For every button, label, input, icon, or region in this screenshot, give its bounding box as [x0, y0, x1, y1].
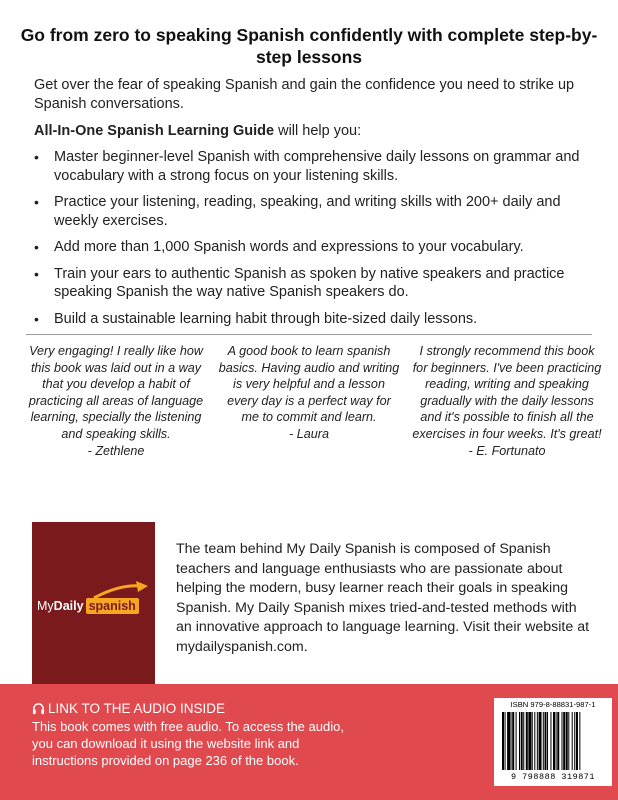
barcode-bar — [543, 712, 544, 770]
review-author: - Zethlene — [87, 443, 145, 458]
logo-word-my: My — [37, 599, 54, 613]
barcode-bar — [516, 712, 517, 770]
benefit-list — [34, 148, 594, 336]
logo-word-daily: Daily — [53, 599, 84, 613]
barcode-bar — [556, 712, 557, 770]
headline: Go from zero to speaking Spanish confidently with complete step-by-step lessons — [20, 25, 598, 67]
brand-logo — [32, 522, 155, 685]
barcode-bar — [547, 712, 548, 770]
review-author: - E. Fortunato — [468, 443, 546, 458]
audio-footer — [0, 684, 618, 800]
benefit-item: • Master beginner-level Spanish with comprehensive daily lessons on grammar and vocabulary with a strong focus on your listening skills. — [34, 148, 594, 185]
review-2 — [218, 343, 400, 443]
barcode-bar — [505, 712, 506, 770]
barcode-bar — [566, 712, 568, 770]
review-author: - Laura — [289, 426, 329, 441]
intro-paragraph: Get over the fear of speaking Spanish and gain the confidence you need to strike up Spanish conversations. — [34, 77, 575, 112]
barcode-bar — [502, 712, 504, 770]
barcode-bar — [519, 712, 520, 770]
audio-description: This book comes with free audio. To access the audio, you can download it using the website link and instructions provided on page 236 of the book. — [32, 719, 344, 768]
barcode-bar — [526, 712, 528, 770]
review-1 — [24, 343, 208, 459]
barcode-bars — [500, 712, 606, 772]
benefit-item: • Build a sustainable learning habit through bite-sized daily lessons. — [34, 310, 594, 329]
barcode — [494, 698, 612, 786]
barcode-bar — [568, 712, 569, 770]
barcode-bar — [521, 712, 523, 770]
barcode-bar — [553, 712, 555, 770]
benefit-item: • Practice your listening, reading, speaking, and writing skills with 200+ daily and weekly exercises. — [34, 193, 594, 230]
barcode-bar — [574, 712, 575, 770]
barcode-bar — [572, 712, 573, 770]
barcode-bar — [550, 712, 551, 770]
barcode-bar — [512, 712, 514, 770]
barcode-bar — [579, 712, 580, 770]
barcode-bar — [528, 712, 531, 770]
barcode-number: 9 798888 319871 — [510, 772, 595, 782]
barcode-bar — [563, 712, 565, 770]
guide-title: All-In-One Spanish Learning Guide — [34, 123, 275, 139]
benefit-item: • Add more than 1,000 Spanish words and expressions to your vocabulary. — [34, 238, 594, 257]
about-paragraph: The team behind My Daily Spanish is composed of Spanish teachers and language enthusiasts who are passionate about helping the modern, busy learner reach their goals in speaking Spanish. My Daily Spanish mixes tried-and-tested methods with an innovative approach to language learning. Visit their website at mydailyspanish.com. — [176, 541, 590, 655]
benefit-item: • Train your ears to authentic Spanish as spoken by native speakers and practice speaking Spanish the way native Spanish speakers do. — [34, 265, 594, 302]
review-text: Very engaging! I really like how this book was laid out in a way that you develop a habit of practicing all areas of language learning, specially the listening and speaking skills. — [28, 344, 204, 441]
logo-badge: spanish — [86, 598, 139, 614]
headphones-icon — [32, 702, 45, 715]
audio-title: LINK TO THE AUDIO INSIDE — [48, 701, 226, 716]
barcode-bar — [562, 712, 563, 770]
barcode-bar — [511, 712, 512, 770]
barcode-bar — [537, 712, 538, 770]
logo-wordmark — [37, 598, 139, 614]
barcode-bar — [557, 712, 559, 770]
barcode-bar — [576, 712, 578, 770]
review-text: I strongly recommend this book for beginners. I've been practicing reading, writing and speaking gradually with the daily lessons and it's possible to finish all the exercises in four weeks. It's great! — [412, 344, 602, 441]
arrow-logo-icon — [92, 580, 150, 600]
audio-title-row — [32, 700, 225, 718]
barcode-bar — [507, 712, 510, 770]
barcode-bar — [523, 712, 524, 770]
review-3 — [412, 343, 602, 459]
help-line-rest: will help you: — [274, 123, 362, 139]
barcode-bar — [532, 712, 533, 770]
barcode-bar — [534, 712, 535, 770]
review-text: A good book to learn spanish basics. Having audio and writing is very helpful and a lesson every day is a perfect way for me to commit and learn. — [218, 344, 400, 425]
help-line — [34, 122, 594, 141]
isbn-label: ISBN 979-8-88831-987-1 — [510, 700, 596, 709]
barcode-bar — [545, 712, 547, 770]
barcode-bar — [539, 712, 542, 770]
section-divider — [26, 334, 592, 335]
